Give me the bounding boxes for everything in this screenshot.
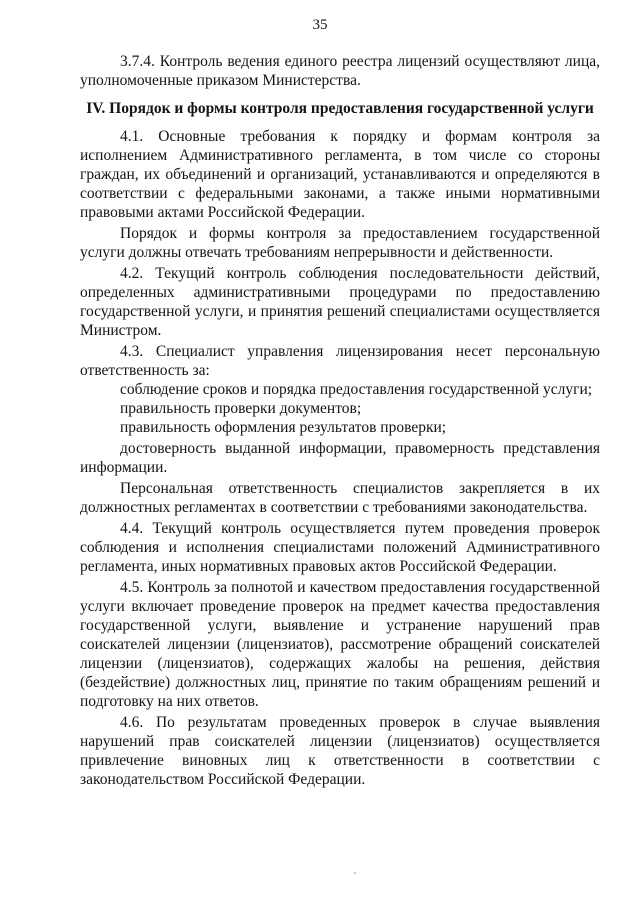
scan-speck <box>354 872 356 874</box>
paragraph-personal-responsibility: Персональная ответственность специалистов закрепляется в их должностных регламентах в соответствии с требованиями законодательства. <box>80 480 600 516</box>
paragraph-4-1: 4.1. Основные требования к порядку и формам контроля за исполнением Административного регламента, в том числе со стороны граждан, их объединений и организаций, устанавливаются и определяются в соответствии с федеральными законами, а также иными нормативными правовыми актами Российской Федерации. <box>80 128 600 221</box>
page-number: 35 <box>312 17 328 33</box>
responsibility-item: правильность проверки документов; <box>120 400 362 417</box>
paragraph-4-5: 4.5. Контроль за полнотой и качеством предоставления государственной услуги включает проведение проверок на предмет качества предоставления государственной услуги, выявление и устранение нарушений прав соискателей лицензии (лицензиатов), рассмотрение обращений соискателей лицензии (лицензиатов), содержащих жалобы на решения, действия (бездействие) должностных лиц, принятие по таким обращениям решений и подготовку на них ответов. <box>80 579 600 710</box>
paragraph-4-3: 4.3. Специалист управления лицензирования несет персональную ответственность за: <box>80 343 600 379</box>
paragraph-4-2: 4.2. Текущий контроль соблюдения последовательности действий, определенных административными процедурами по предоставлению государственной услуги, и принятия решений специалистами осуществляется Министром. <box>80 265 600 339</box>
page-body <box>80 52 600 789</box>
paragraph-4-4: 4.4. Текущий контроль осуществляется путем проведения проверок соблюдения и исполнения специалистами положений Административного регламента, иных нормативных правовых актов Российской Федерации. <box>80 520 600 575</box>
section-heading: IV. Порядок и формы контроля предоставления государственной услуги <box>86 100 594 117</box>
responsibility-item: правильность оформления результатов проверки; <box>120 419 447 436</box>
paragraph-4-6: 4.6. По результатам проведенных проверок в случае выявления нарушений прав соискателей лицензии (лицензиатов) осуществляется привлечение виновных лиц к ответственности в соответствии с законодательством Российской Федерации. <box>80 714 600 788</box>
paragraph-4-1-continued: Порядок и формы контроля за предоставлением государственной услуги должны отвечать требованиям непрерывности и действенности. <box>80 225 600 261</box>
responsibility-item: соблюдение сроков и порядка предоставления государственной услуги; <box>120 381 593 398</box>
responsibility-item-last: достоверность выданной информации, правомерность представления информации. <box>80 440 600 476</box>
paragraph-3-7-4: 3.7.4. Контроль ведения единого реестра лицензий осуществляют лица, уполномоченные приказом Министерства. <box>80 53 600 89</box>
